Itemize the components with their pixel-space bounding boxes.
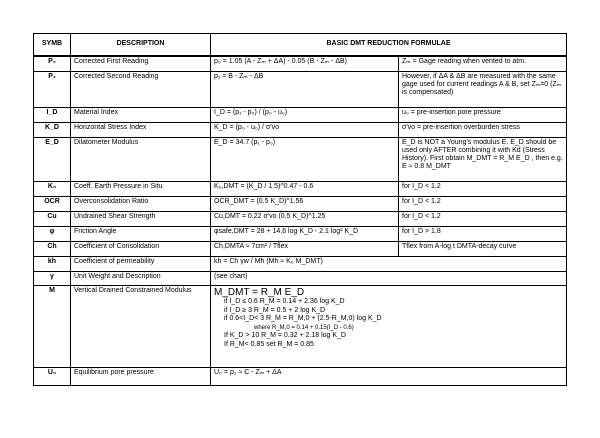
- modulus-main: M_DMT = R_M E_D: [214, 287, 305, 298]
- table-row: [34, 212, 567, 227]
- formula-cell: p₀ = 1.05 (A - Zₘ + ΔA) - 0.05 (B - Zₘ - ΔB): [211, 56, 399, 72]
- formula-cell: (see chart): [211, 272, 567, 286]
- description-cell: Horizontal Stress Index: [71, 123, 211, 138]
- description-cell: Equilibrium pore pressure: [71, 368, 211, 386]
- description-cell: Coefficient of Consolidation: [71, 242, 211, 257]
- symbol-cell: I_D: [34, 108, 71, 123]
- note-cell: u₀ = pre-insertion pore pressure: [399, 108, 567, 123]
- formula-cell: I_D = (p₁ - p₀) / (p₀ - u₀): [211, 108, 399, 123]
- description-cell: Material Index: [71, 108, 211, 123]
- table-row: [34, 138, 567, 182]
- formula-cell: OCR_DMT = (0.5 K_D)^1.56: [211, 197, 399, 212]
- note-cell: E_D is NOT a Young's modulus E. E_D should be used only AFTER combining it with Kd (Stress History). First obtain M_DMT = R_M E_D , then e.g. E ≈ 0.8 M_DMT: [399, 138, 567, 182]
- note-cell: Zₘ = Gage reading when vented to atm.: [399, 56, 567, 72]
- table-row: [34, 56, 567, 72]
- symbol-cell: U₀: [34, 368, 71, 386]
- description-cell: Coeff. Earth Pressure in Situ: [71, 182, 211, 197]
- symbol-cell: γ: [34, 272, 71, 286]
- formula-cell: E_D = 34.7 (p₁ - p₀): [211, 138, 399, 182]
- table-row: [34, 123, 567, 138]
- description-cell: Vertical Drained Constrained Modulus: [71, 286, 211, 368]
- table-row: [34, 72, 567, 108]
- table-row: [34, 197, 567, 212]
- note-cell: for I_D < 1.2: [399, 197, 567, 212]
- modulus-formula-cell: [211, 286, 567, 368]
- header-symb: SYMB: [34, 34, 71, 56]
- formula-cell: p₁ = B - Zₘ - ΔB: [211, 72, 399, 108]
- note-cell: Tflex from A-log t DMTA-decay curve: [399, 242, 567, 257]
- symbol-cell: Cu: [34, 212, 71, 227]
- modulus-line: if I_D ≤ 0.6 R_M = 0.14 + 2.36 log K_D: [224, 298, 345, 305]
- symbol-cell: Ch: [34, 242, 71, 257]
- note-cell: for I_D < 1.2: [399, 212, 567, 227]
- description-cell: Coefficient of permeability: [71, 257, 211, 272]
- formula-cell: K_D = (p₀ - u₀) / σ'vo: [211, 123, 399, 138]
- note-cell: for I_D < 1.2: [399, 182, 567, 197]
- table-row: [34, 182, 567, 197]
- note-cell: However, if ΔA & ΔB are measured with the same gage used for current readings A & B, set Zₘ=0 (Zₘ is compensated): [399, 72, 567, 108]
- table-row: [34, 257, 567, 272]
- formula-cell: φsafe,DMT = 28 + 14.6 log K_D - 2.1 log² K_D: [211, 227, 399, 242]
- dmt-formulae-table: [33, 33, 567, 386]
- description-cell: Unit Weight and Description: [71, 272, 211, 286]
- header-description: DESCRIPTION: [71, 34, 211, 56]
- header-formulae: BASIC DMT REDUCTION FORMULAE: [211, 34, 567, 56]
- table-row: [34, 272, 567, 286]
- header-row: [34, 34, 567, 56]
- modulus-line: If K_D > 10 R_M = 0.32 + 2.18 log K_D: [224, 332, 346, 339]
- symbol-cell: K_D: [34, 123, 71, 138]
- table-row: [34, 242, 567, 257]
- description-cell: Friction Angle: [71, 227, 211, 242]
- symbol-cell: OCR: [34, 197, 71, 212]
- table-row: [34, 368, 567, 386]
- description-cell: Overconsolidation Ratio: [71, 197, 211, 212]
- formula-cell: U₀ = p₂ ≈ C - Zₘ + ΔA: [211, 368, 567, 386]
- formula-cell: K₀,DMT = (K_D / 1.5)^0.47 - 0.6: [211, 182, 399, 197]
- symbol-cell: E_D: [34, 138, 71, 182]
- description-cell: Undrained Shear Strength: [71, 212, 211, 227]
- symbol-cell: kh: [34, 257, 71, 272]
- symbol-cell: M: [34, 286, 71, 368]
- modulus-line: if 0.6<I_D< 3 R_M = R_M,0 + (2.5-R_M,0) log K_D: [224, 315, 382, 322]
- note-cell: for I_D > 1.8: [399, 227, 567, 242]
- description-cell: Corrected Second Reading: [71, 72, 211, 108]
- description-cell: Dilatometer Modulus: [71, 138, 211, 182]
- formula-cell: Ch,DMTA ≈ 7cm² / Tflex: [211, 242, 399, 257]
- modulus-line: If R_M< 0.85 set R_M = 0.85: [224, 340, 314, 348]
- description-cell: Corrected First Reading: [71, 56, 211, 72]
- table-row: [34, 227, 567, 242]
- symbol-cell: K₀: [34, 182, 71, 197]
- table-row: [34, 286, 567, 368]
- formula-cell: kh = Ch γw / Mh (Mh ≈ K₀ M_DMT): [211, 257, 567, 272]
- symbol-cell: P₀: [34, 56, 71, 72]
- modulus-line: if I_D ≥ 3 R_M = 0.5 + 2 log K_D: [224, 306, 326, 314]
- symbol-cell: P₁: [34, 72, 71, 108]
- modulus-line: where R_M,0 = 0.14 + 0.15(I_D - 0.6): [254, 324, 354, 331]
- formula-cell: Cu,DMT = 0.22 σ'vo (0.5 K_D)^1.25: [211, 212, 399, 227]
- symbol-cell: φ: [34, 227, 71, 242]
- note-cell: σ'vo = pre-insertion overburden stress: [399, 123, 567, 138]
- table-row: [34, 108, 567, 123]
